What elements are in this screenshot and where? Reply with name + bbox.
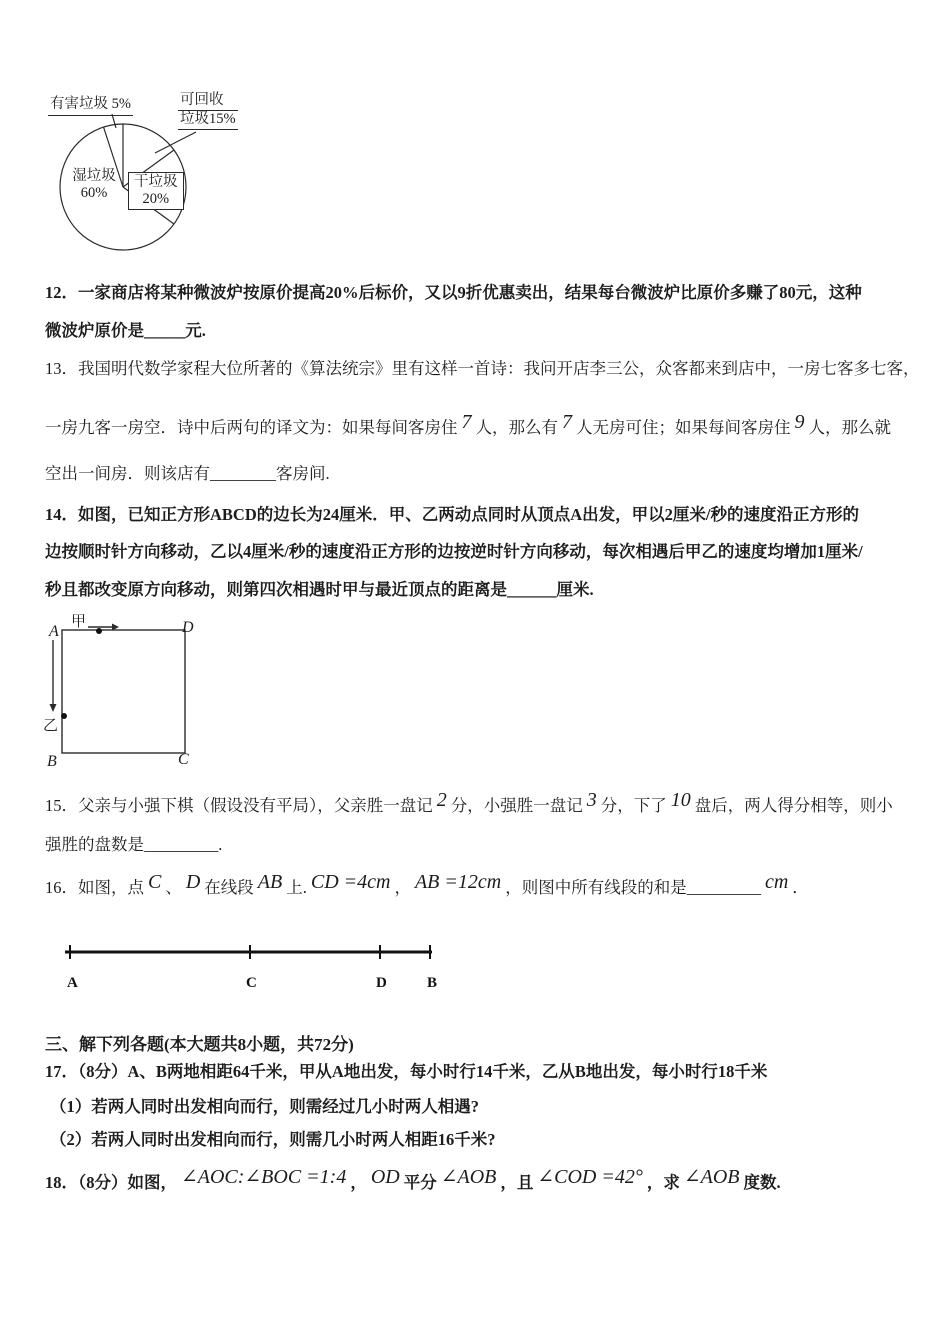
text-run: cm bbox=[764, 871, 789, 893]
question-13-line-3: 空出一间房．则该店有________客房间. bbox=[45, 464, 330, 483]
jia-point-dot bbox=[96, 628, 102, 634]
text-run: 人，那么有 bbox=[475, 418, 558, 437]
pie-chart-figure bbox=[38, 92, 253, 260]
text-run: 一房九客一房空．诗中后两句的译文为：如果每间客房住 bbox=[45, 418, 458, 437]
question-17-line-1: 17．（8分）A、B两地相距64千米，甲从A地出发，每小时行14千米，乙从B地出发，每小时行18千米 bbox=[45, 1062, 768, 1081]
label-yi: 乙 bbox=[43, 718, 59, 734]
vertex-label-a: A bbox=[49, 623, 59, 640]
question-14-line-1: 14．如图，已知正方形ABCD的边长为24厘米．甲、乙两动点同时从顶点A出发，甲以2厘米/秒的速度沿正方形的 bbox=[45, 505, 860, 524]
text-run: ， bbox=[394, 878, 411, 897]
text-run: 7 bbox=[461, 411, 472, 433]
question-15-line-2: 强胜的盘数是_________. bbox=[45, 835, 223, 854]
text-run: ∠AOB bbox=[440, 1166, 497, 1188]
pie-label-recyclable-line2: 垃圾15% bbox=[178, 111, 238, 130]
point-label-b: B bbox=[427, 975, 438, 991]
text-run: 18．（8分）如图， bbox=[45, 1173, 177, 1192]
question-18-line-1 bbox=[45, 1166, 781, 1193]
text-run: 人无房可住；如果每间客房住 bbox=[576, 418, 791, 437]
pie-label-dry-line1: 干垃圾 bbox=[134, 174, 178, 190]
question-16-line-1 bbox=[45, 871, 809, 898]
text-run: ，求 bbox=[646, 1173, 680, 1192]
text-run: ∠COD =42° bbox=[537, 1166, 643, 1188]
text-run: 16．如图，点 bbox=[45, 878, 144, 897]
question-17-part-2: （2）若两人同时出发相向而行，则需几小时两人相距16千米? bbox=[50, 1130, 496, 1149]
pie-label-wet bbox=[68, 168, 120, 202]
text-run: 度数. bbox=[743, 1173, 781, 1192]
square-figure-svg bbox=[38, 600, 238, 775]
pie-label-wet-line2: 60% bbox=[80, 185, 108, 201]
point-label-d: D bbox=[376, 975, 387, 991]
text-run: ， bbox=[350, 1173, 367, 1192]
pie-label-recyclable-line1: 可回收 bbox=[178, 92, 238, 111]
text-run: 上. bbox=[286, 878, 307, 897]
question-14-line-2: 边按顺时针方向移动，乙以4厘米/秒的速度沿正方形的边按逆时针方向移动，每次相遇后甲乙的速度均增加1厘米/ bbox=[45, 542, 863, 561]
question-14-line-3: 秒且都改变原方向移动，则第四次相遇时甲与最近顶点的距离是______厘米. bbox=[45, 580, 594, 599]
text-run: 10 bbox=[670, 789, 691, 811]
question-13-line-2 bbox=[45, 411, 891, 438]
pie-leader-line-recyclable bbox=[155, 132, 196, 153]
text-run: ∠AOB bbox=[683, 1166, 740, 1188]
square-figure bbox=[38, 600, 238, 775]
square-outline bbox=[62, 630, 185, 753]
section-3-header: 三、解下列各题(本大题共8小题，共72分) bbox=[45, 1035, 354, 1054]
question-12-line-1: 12．一家商店将某种微波炉按原价提高20%后标价，又以9折优惠卖出，结果每台微波炉比原价多赚了80元，这种 bbox=[45, 283, 862, 302]
question-13-line-1: 13．我国明代数学家程大位所著的《算法统宗》里有这样一首诗：我问开店李三公，众客都来到店中，一房七客多七客， bbox=[45, 359, 920, 378]
text-run: 平分 bbox=[403, 1173, 437, 1192]
text-run: 3 bbox=[586, 789, 597, 811]
text-run: AB bbox=[257, 871, 283, 893]
question-17-part-1: （1）若两人同时出发相向而行，则需经过几小时两人相遇? bbox=[50, 1097, 479, 1116]
text-run: CD =4cm bbox=[310, 871, 391, 893]
text-run: D bbox=[185, 871, 201, 893]
label-jia: 甲 bbox=[71, 614, 87, 630]
point-label-c: C bbox=[246, 975, 257, 991]
yi-arrowhead bbox=[50, 704, 57, 712]
text-run: 分，小强胜一盘记 bbox=[450, 796, 583, 815]
pie-label-wet-line1: 湿垃圾 bbox=[72, 168, 116, 184]
vertex-label-d: D bbox=[182, 619, 194, 636]
pie-leader-line-hazardous bbox=[112, 114, 116, 128]
text-run: 分，下了 bbox=[600, 796, 667, 815]
question-15-line-1 bbox=[45, 789, 893, 816]
text-run: ∠AOC:∠BOC =1:4 bbox=[181, 1166, 347, 1188]
yi-point-dot bbox=[61, 713, 67, 719]
text-run: ． bbox=[792, 878, 809, 897]
text-run: 人，那么就 bbox=[808, 418, 891, 437]
text-run: AB =12cm bbox=[414, 871, 502, 893]
text-run: 在线段 bbox=[204, 878, 254, 897]
text-run: ，且 bbox=[500, 1173, 534, 1192]
text-run: 15．父亲与小强下棋（假设没有平局），父亲胜一盘记 bbox=[45, 796, 433, 815]
text-run: ，则图中所有线段的和是_________ bbox=[505, 878, 761, 897]
segment-figure bbox=[55, 938, 455, 993]
question-12-line-2: 微波炉原价是_____元. bbox=[45, 321, 206, 340]
segment-figure-svg bbox=[55, 938, 455, 993]
point-label-a: A bbox=[67, 975, 78, 991]
text-run: 7 bbox=[562, 411, 572, 433]
text-run: 9 bbox=[794, 411, 805, 433]
vertex-label-b: B bbox=[47, 753, 57, 770]
vertex-label-c: C bbox=[178, 751, 189, 768]
text-run: OD bbox=[370, 1166, 400, 1188]
text-run: C bbox=[148, 871, 162, 893]
pie-label-dry bbox=[128, 172, 184, 210]
text-run: 、 bbox=[165, 878, 182, 897]
pie-label-recyclable bbox=[178, 92, 238, 130]
text-run: 盘后，两人得分相等，则小 bbox=[694, 796, 893, 815]
text-run: 2 bbox=[436, 789, 447, 811]
pie-label-hazardous: 有害垃圾 5% bbox=[48, 96, 133, 116]
pie-label-dry-line2: 20% bbox=[142, 191, 170, 207]
